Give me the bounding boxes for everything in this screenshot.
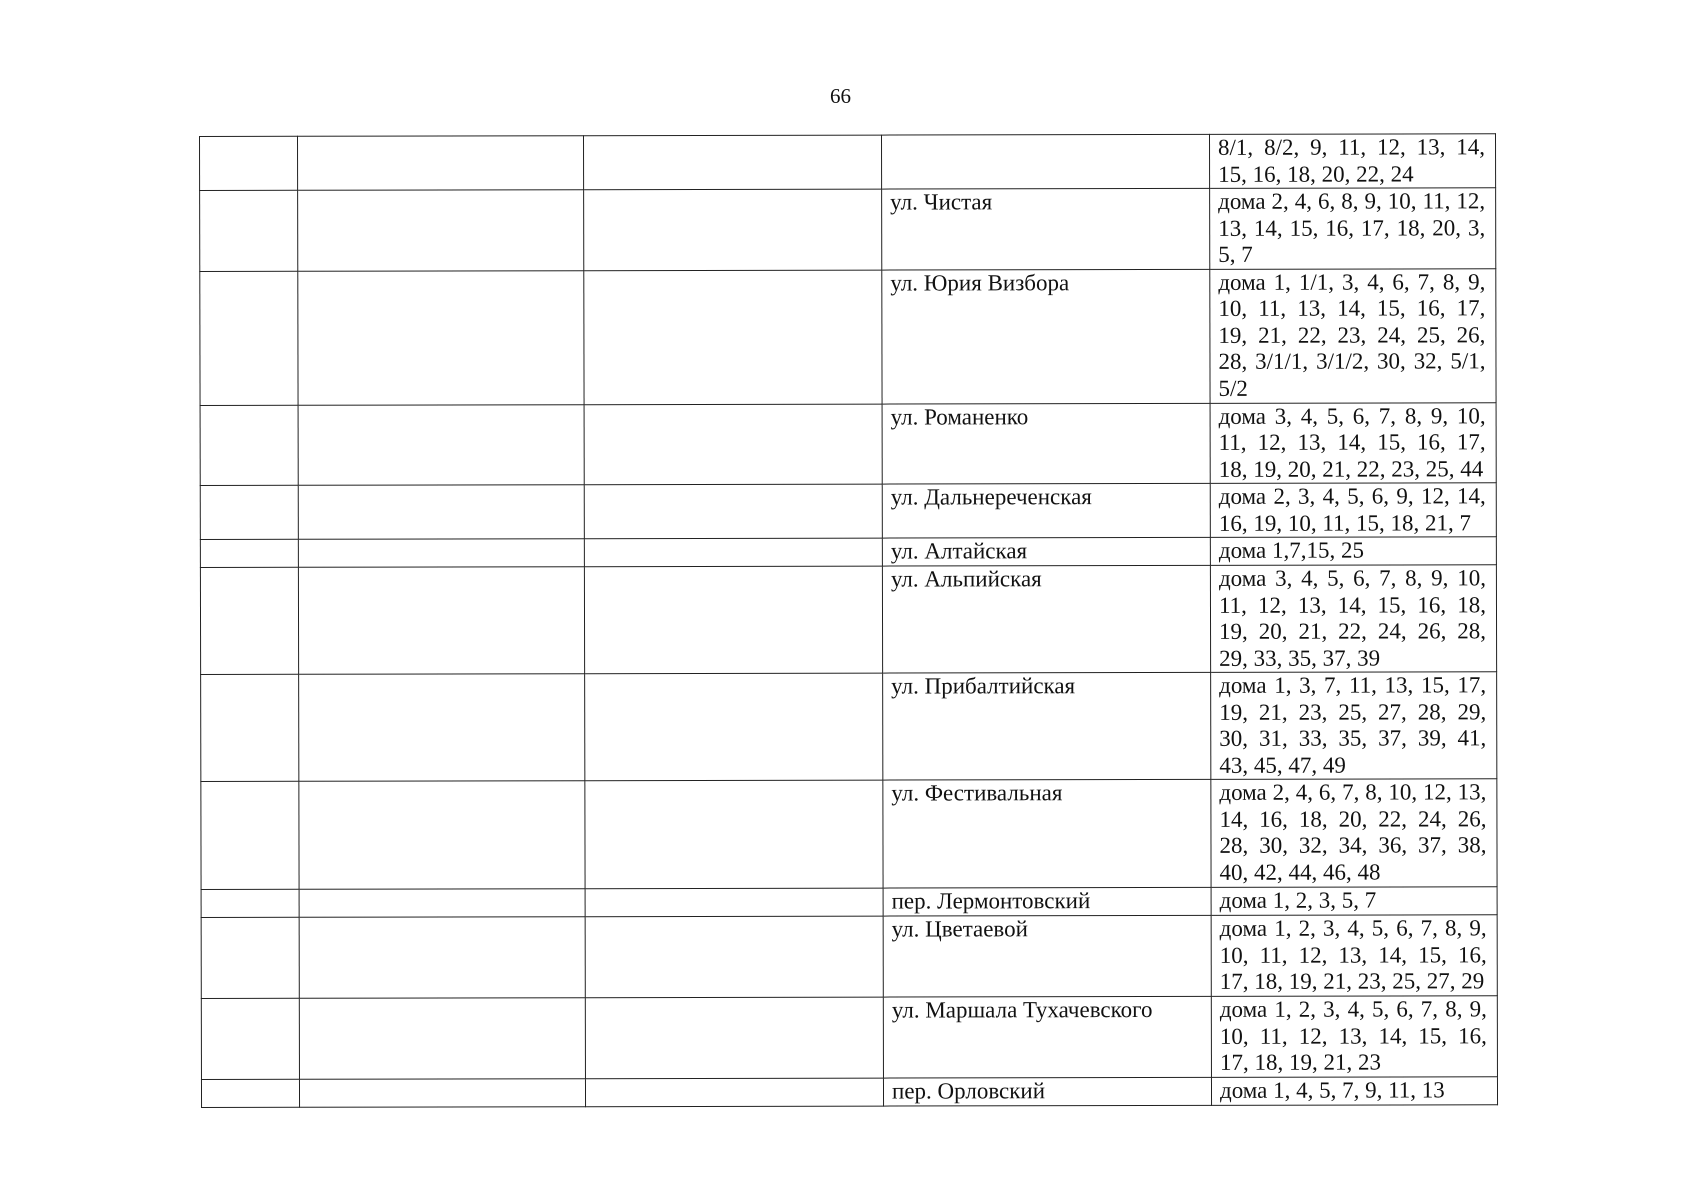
table-row xyxy=(200,565,1496,675)
district-cell xyxy=(298,404,584,485)
district-cell xyxy=(298,270,584,405)
school-cell xyxy=(584,135,882,190)
street-cell: ул. Юрия Визбора xyxy=(882,269,1210,404)
table-row xyxy=(200,134,1496,191)
school-cell xyxy=(584,484,882,539)
street-cell: ул. Алтайская xyxy=(882,537,1210,566)
houses-cell: дома 1, 4, 5, 7, 9, 11, 13 xyxy=(1211,1077,1497,1106)
district-cell xyxy=(299,889,585,918)
street-cell: пер. Орловский xyxy=(883,1077,1211,1106)
district-cell xyxy=(299,781,585,890)
houses-cell: дома 2, 3, 4, 5, 6, 9, 12, 14, 16, 19, 10, 11, 15, 18, 21, 7 xyxy=(1210,483,1496,538)
houses-cell: 8/1, 8/2, 9, 11, 12, 13, 14, 15, 16, 18, 20, 22, 24 xyxy=(1209,134,1495,189)
index-cell xyxy=(201,1079,299,1107)
school-cell xyxy=(584,538,882,567)
street-cell: ул. Прибалтийская xyxy=(883,672,1211,780)
index-cell xyxy=(201,781,299,889)
district-cell xyxy=(299,1079,585,1108)
table-row xyxy=(201,887,1497,918)
school-cell xyxy=(585,673,883,781)
address-table xyxy=(199,133,1498,1108)
school-cell xyxy=(585,916,883,998)
street-cell: ул. Дальнереченская xyxy=(882,483,1210,538)
index-cell xyxy=(200,567,298,674)
table-row xyxy=(201,915,1497,999)
school-cell xyxy=(584,404,882,485)
houses-cell: дома 1,7,15, 25 xyxy=(1210,537,1496,566)
houses-cell: дома 1, 3, 7, 11, 13, 15, 17, 19, 21, 23, 25, 27, 28, 29, 30, 31, 33, 35, 37, 39, 41, 43, 45, 47, 49 xyxy=(1211,672,1497,780)
district-cell xyxy=(299,917,585,999)
table-row xyxy=(200,402,1496,485)
district-cell xyxy=(299,998,585,1080)
index-cell xyxy=(201,674,299,781)
school-cell xyxy=(584,566,882,674)
table-row xyxy=(200,483,1496,540)
school-cell xyxy=(585,888,883,917)
houses-cell: дома 1, 1/1, 3, 4, 6, 7, 8, 9, 10, 11, 13, 14, 15, 16, 17, 19, 21, 22, 23, 24, 25, 26, 28, 3/1/1, 3/1/2, 30, 32, 5/1, 5/2 xyxy=(1210,268,1496,403)
school-cell xyxy=(585,1078,883,1107)
school-cell xyxy=(584,189,882,270)
table-row xyxy=(201,672,1497,782)
index-cell xyxy=(200,190,298,271)
street-cell: ул. Чистая xyxy=(882,188,1210,269)
houses-cell: дома 3, 4, 5, 6, 7, 8, 9, 10, 11, 12, 13, 14, 15, 16, 17, 18, 19, 20, 21, 22, 23, 25, 44 xyxy=(1210,402,1496,483)
index-cell xyxy=(200,405,298,486)
district-cell xyxy=(298,539,584,568)
district-cell xyxy=(299,674,585,782)
district-cell xyxy=(298,190,584,271)
street-cell xyxy=(881,134,1209,189)
index-cell xyxy=(200,136,298,190)
index-cell xyxy=(201,889,299,917)
page-number: 66 xyxy=(830,84,851,108)
district-cell xyxy=(298,136,584,191)
district-cell xyxy=(298,485,584,540)
table-row xyxy=(201,996,1497,1080)
street-cell: пер. Лермонтовский xyxy=(883,887,1211,916)
school-cell xyxy=(585,997,883,1079)
street-cell: ул. Альпийская xyxy=(882,565,1210,673)
houses-cell: дома 3, 4, 5, 6, 7, 8, 9, 10, 11, 12, 13, 14, 15, 16, 18, 19, 20, 21, 22, 24, 26, 28, 29, 33, 35, 37, 39 xyxy=(1210,565,1496,673)
houses-cell: дома 1, 2, 3, 4, 5, 6, 7, 8, 9, 10, 11, 12, 13, 14, 15, 16, 17, 18, 19, 21, 23, 25, 27, 29 xyxy=(1211,915,1497,997)
houses-cell: дома 1, 2, 3, 4, 5, 6, 7, 8, 9, 10, 11, 12, 13, 14, 15, 16, 17, 18, 19, 21, 23 xyxy=(1211,996,1497,1078)
houses-cell: дома 2, 4, 6, 7, 8, 10, 12, 13, 14, 16, 18, 20, 22, 24, 26, 28, 30, 32, 34, 36, 37, 38, 40, 42, 44, 46, 48 xyxy=(1211,779,1497,888)
street-cell: ул. Цветаевой xyxy=(883,915,1211,997)
table-row xyxy=(200,268,1496,405)
index-cell xyxy=(200,271,298,405)
street-cell: ул. Романенко xyxy=(882,403,1210,484)
school-cell xyxy=(585,780,883,889)
houses-cell: дома 2, 4, 6, 8, 9, 10, 11, 12, 13, 14, 15, 16, 17, 18, 20, 3, 5, 7 xyxy=(1210,188,1496,269)
index-cell xyxy=(200,485,298,539)
index-cell xyxy=(201,998,299,1079)
index-cell xyxy=(200,539,298,567)
table-row xyxy=(201,779,1497,890)
table-row xyxy=(201,1077,1497,1108)
index-cell xyxy=(201,917,299,998)
school-cell xyxy=(584,270,882,405)
street-cell: ул. Маршала Тухачевского xyxy=(883,996,1211,1078)
district-cell xyxy=(298,567,584,675)
table-row xyxy=(200,188,1496,271)
street-cell: ул. Фестивальная xyxy=(883,779,1211,888)
table-row xyxy=(200,537,1496,568)
houses-cell: дома 1, 2, 3, 5, 7 xyxy=(1211,887,1497,916)
